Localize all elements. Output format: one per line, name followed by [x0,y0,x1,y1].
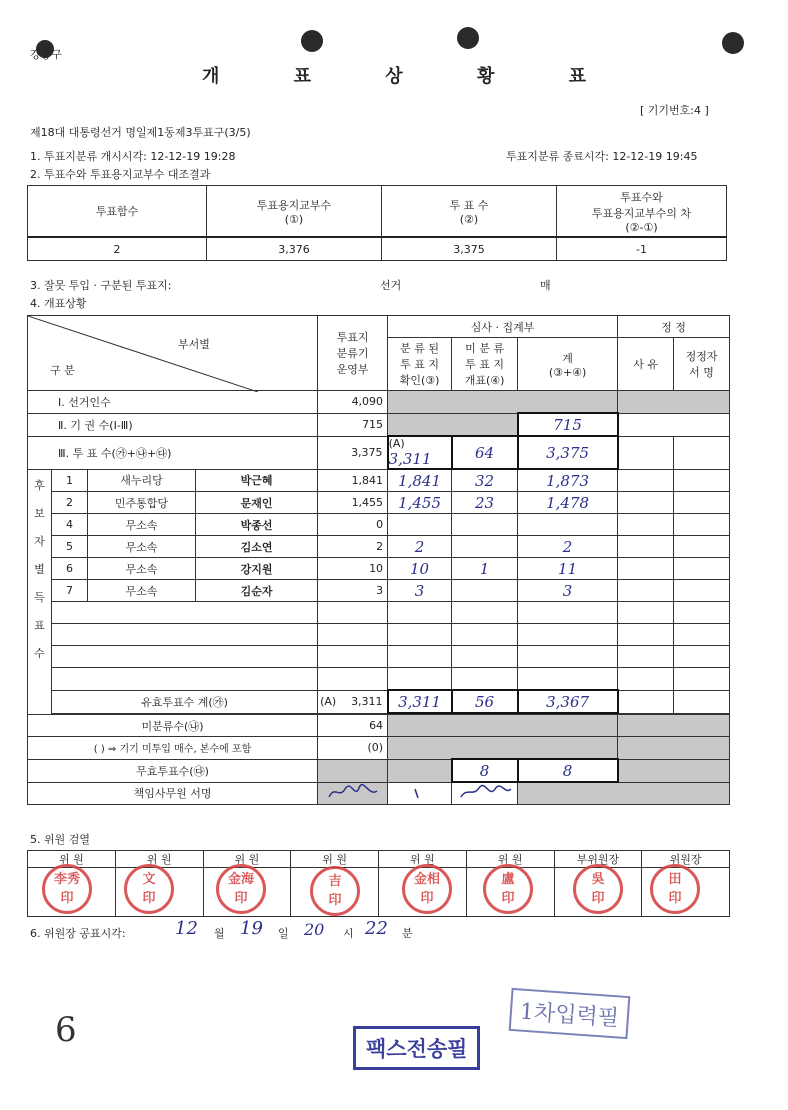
unsorted-value: 64 [318,715,388,737]
candidate-sum-hw: 1,478 [518,492,618,514]
signature-scribble [455,783,515,801]
committee-seal: 金相 印 [402,864,452,914]
committee-seal: 金海 印 [216,864,266,914]
announce-month-unit: 월 [214,927,225,940]
correction-cell [618,558,674,580]
table-row [28,624,730,646]
header-review: 심사 · 집계부 [388,316,618,338]
committee-role: 부위원장 [554,851,642,868]
candidate-sorted-hw: 1,841 [388,469,452,492]
candidate-unsorted-hw [452,536,518,558]
abstain-handwritten: 715 [518,413,618,436]
candidate-name: 김순자 [196,580,318,602]
count-table [27,315,730,805]
candidate-sum-hw: 1,873 [518,469,618,492]
correction-cell [618,536,674,558]
abstain-value: 715 [318,413,388,436]
invalid-label: 무효투표수(㉰) [28,759,318,782]
shaded-cell [388,413,518,436]
header-correction: 정 정 [618,316,730,338]
committee-role: 위 원 [115,851,203,868]
electors-value: 4,090 [318,391,388,414]
candidate-unsorted-hw: 23 [452,492,518,514]
handwritten-page-number: 6 [55,1010,77,1050]
section-3-unit: 매 [540,279,551,292]
candidate-sorted-hw [388,514,452,536]
candidate-party: 민주통합당 [88,492,196,514]
candidate-sum-hw: 2 [518,536,618,558]
valid-value: (A) 3,311 [318,690,388,713]
candidate-count: 0 [318,514,388,536]
issued-count: 3,376 [207,237,382,261]
candidate-sorted-hw: 1,455 [388,492,452,514]
unsorted-label: 미분류수(㉯) [28,715,318,737]
punch-hole [457,27,479,49]
signature-cell [452,782,518,805]
candidate-count: 10 [318,558,388,580]
total-label: Ⅲ. 투 표 수(㉮+㉯+㉰) [28,436,318,469]
committee-role: 위 원 [466,851,554,868]
candidate-name: 문재인 [196,492,318,514]
fax-sent-stamp: 팩스전송필 [353,1026,480,1070]
table-row [28,492,730,514]
valid-votes-row [28,690,730,713]
abstain-label: Ⅱ. 기 권 수(Ⅰ-Ⅲ) [28,413,318,436]
valid-sorted-hw: 3,311 [388,690,452,713]
votes-count: 3,375 [382,237,557,261]
total-sorted-cell: (A) 3,311 [388,436,452,469]
shaded-cell [388,759,452,782]
correction-cell [618,469,674,492]
header-operator: 투표지 분류기 운영부 [318,316,388,391]
correction-cell [618,436,674,469]
shaded-cell [318,759,388,782]
candidate-sorted-hw: 2 [388,536,452,558]
table-row [28,469,730,492]
note-label: ( ) ⇒ 기기 미투입 매수, 본수에 포함 [28,737,318,760]
shaded-cell [388,391,618,414]
announce-min-hw: 22 [365,918,388,939]
candidate-name: 김소연 [196,536,318,558]
committee-role: 위 원 [379,851,467,868]
announce-day-unit: 일 [278,927,289,940]
committee-role: 위 원 [291,851,379,868]
header-dept: 부서별 [178,338,210,351]
candidate-unsorted-hw [452,514,518,536]
page-title: 개 표 상 황 표 [201,66,620,87]
note-value: (0) [318,737,388,760]
announce-hour-hw: 20 [304,920,325,939]
committee-role: 위 원 [28,851,116,868]
shaded-cell [618,759,730,782]
correction-cell [674,558,730,580]
candidate-sorted-hw: 10 [388,558,452,580]
announce-day-hw: 19 [240,918,263,939]
committee-role: 위원장 [642,851,730,868]
district-label: 강동구 [30,48,62,61]
correction-cell [674,536,730,558]
header-difference: 투표수와 투표용지교부수의 차 (②-①) [557,186,727,238]
candidate-sum-hw [518,514,618,536]
header-votes: 투 표 수 (②) [382,186,557,238]
announce-month-hw: 12 [175,918,198,939]
shaded-cell [388,715,618,737]
candidate-name: 박종선 [196,514,318,536]
candidate-number: 4 [52,514,88,536]
shaded-cell [618,737,730,760]
correction-cell [674,469,730,492]
shaded-cell [618,715,730,737]
committee-seal: 吉 印 [310,866,360,916]
candidate-party: 새누리당 [88,469,196,492]
sort-end-time: 투표지분류 종료시각: 12-12-19 19:45 [506,150,698,163]
total-unsorted-hw: 64 [452,436,518,469]
candidate-count: 2 [318,536,388,558]
correction-cell [674,436,730,469]
table-row [28,514,730,536]
candidate-number: 7 [52,580,88,602]
shaded-cell [518,782,730,805]
header-sum: 계 (③+④) [518,338,618,391]
table-row [28,536,730,558]
correction-cell [674,492,730,514]
correction-cell [674,580,730,602]
correction-cell [674,514,730,536]
candidate-party: 무소속 [88,536,196,558]
section-4-heading: 4. 개표상황 [30,297,87,310]
signature-scribble [390,783,450,801]
electors-label: Ⅰ. 선거인수 [28,391,318,414]
table-row [28,646,730,668]
shaded-cell [388,737,618,760]
signature-scribble [325,783,381,801]
invalid-sum-hw: 8 [518,759,618,782]
candidate-sorted-hw: 3 [388,580,452,602]
header-gubun-cell [28,316,318,391]
candidate-count: 1,841 [318,469,388,492]
signature-cell [318,782,388,805]
candidate-number: 1 [52,469,88,492]
difference-value: -1 [557,237,727,261]
candidate-number: 2 [52,492,88,514]
table-row [28,602,730,624]
candidate-party: 무소속 [88,580,196,602]
valid-sum-hw: 3,367 [518,690,618,713]
candidate-name: 박근혜 [196,469,318,492]
shaded-cell [618,391,730,414]
correction-cell [618,690,674,713]
section-6-label: 6. 위원장 공표시각: [30,927,126,940]
table-row [28,668,730,691]
machine-number: [ 기기번호:4 ] [640,104,709,117]
side-label-col: 후 보 자 별 득 표 수 [28,469,52,715]
committee-seal: 李秀 印 [42,864,92,914]
committee-role: 위 원 [203,851,291,868]
valid-unsorted-hw: 56 [452,690,518,713]
header-unsorted: 미 분 류 투 표 지 개표(④) [452,338,518,391]
candidate-party: 무소속 [88,558,196,580]
committee-seal: 文 印 [124,864,174,914]
committee-seal: 盧 印 [483,864,533,914]
candidate-party: 무소속 [88,514,196,536]
header-ballot-box: 투표함수 [28,186,207,238]
sort-start-time: 1. 투표지분류 개시시각: 12-12-19 19:28 [30,150,236,163]
correction-cell [618,413,730,436]
table-row [28,580,730,602]
correction-cell [618,580,674,602]
signature-cell [388,782,452,805]
diagonal-line [28,316,258,392]
correction-cell [674,690,730,713]
candidate-sum-hw: 3 [518,580,618,602]
header-signer: 정정자 서 명 [674,338,730,391]
header-reason: 사 유 [618,338,674,391]
candidate-number: 5 [52,536,88,558]
section-3-label: 3. 잘못 투입 · 구분된 투표지: [30,279,172,292]
announce-hour-unit: 시 [343,927,354,940]
header-gubun: 구 분 [50,364,75,377]
candidate-number: 6 [52,558,88,580]
table-row [28,558,730,580]
input-complete-stamp: 1차입력필 [509,988,631,1039]
total-value: 3,375 [318,436,388,469]
sign-label: 책임사무원 서명 [28,782,318,805]
header-sorted: 분 류 된 투 표 지 확인(③) [388,338,452,391]
header-issued: 투표용지교부수 (①) [207,186,382,238]
candidate-unsorted-hw [452,580,518,602]
committee-seal: 田 印 [650,864,700,914]
punch-hole [722,32,744,54]
total-sum-hw: 3,375 [518,436,618,469]
invalid-unsorted-hw: 8 [452,759,518,782]
election-name: 제18대 대통령선거 명일제1동제3투표구(3/5) [30,126,251,139]
section-3-election: 선거 [380,279,402,292]
candidate-sum-hw: 11 [518,558,618,580]
committee-seal: 吳 印 [573,864,623,914]
candidate-count: 1,455 [318,492,388,514]
candidate-unsorted-hw: 32 [452,469,518,492]
punch-hole [301,30,323,52]
ballot-box-count: 2 [28,237,207,261]
announce-min-unit: 분 [402,927,413,940]
correction-cell [618,514,674,536]
section-2-heading: 2. 투표수와 투표용지교부수 대조결과 [30,168,211,181]
candidate-count: 3 [318,580,388,602]
valid-label: 유효투표수 계(㉮) [52,690,318,713]
candidate-unsorted-hw: 1 [452,558,518,580]
correction-cell [618,492,674,514]
comparison-table [27,185,727,261]
candidate-name: 강지원 [196,558,318,580]
section-5-heading: 5. 위원 검열 [30,833,90,846]
